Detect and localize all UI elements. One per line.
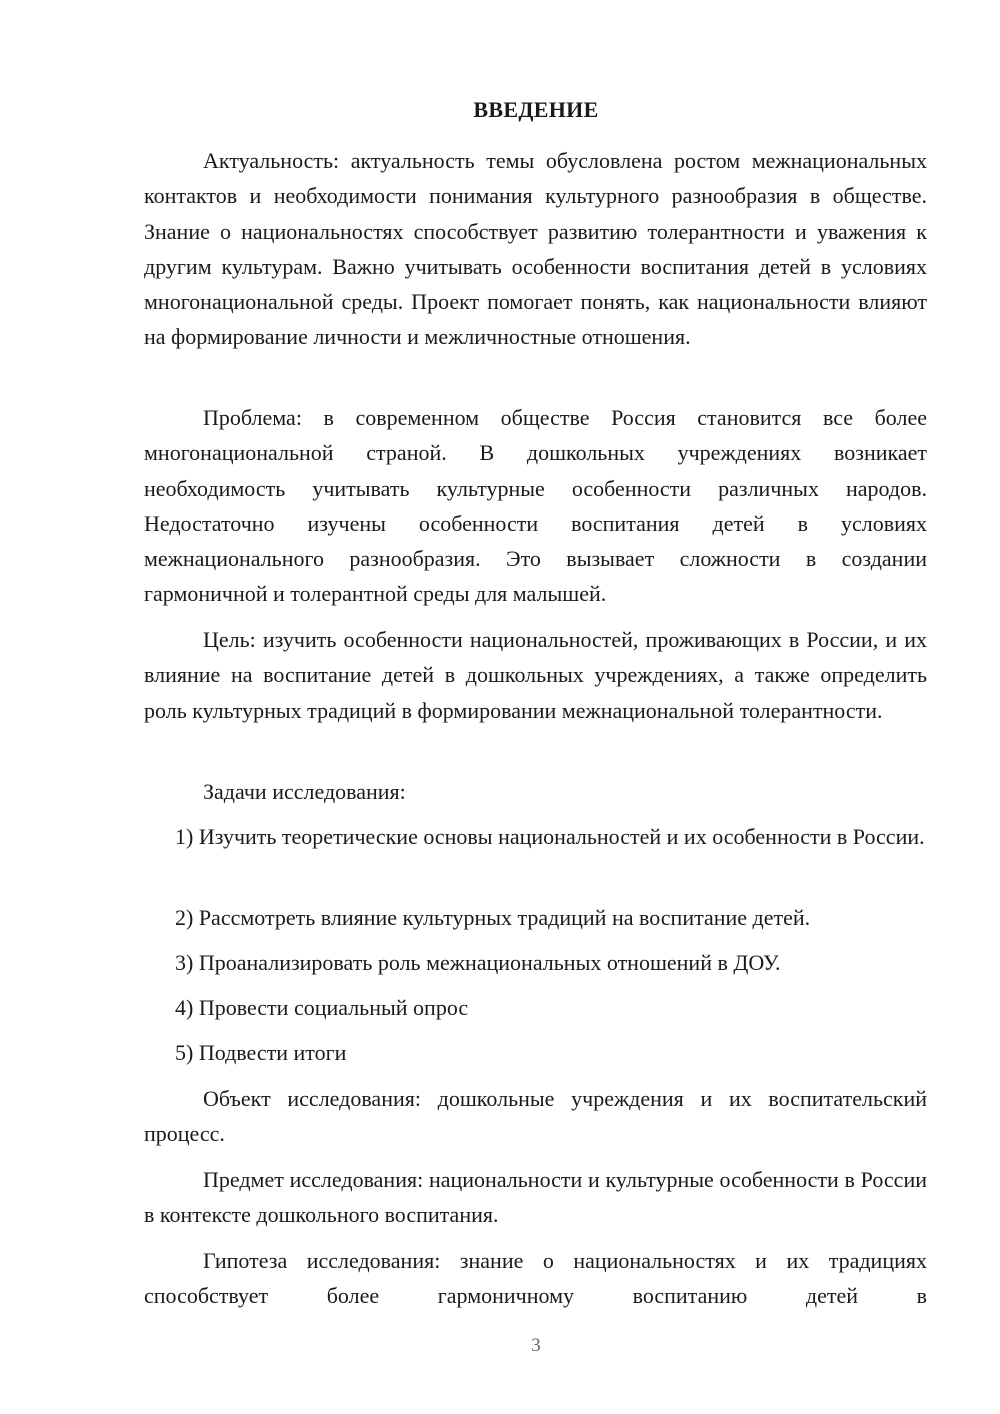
paragraph-goal: Цель: изучить особенности национальностей, проживающих в России, и их влияние на воспитание детей в дошкольных учреждениях, а также определить роль культурных традиций в формировании межнациональной толерантности. [144, 627, 927, 723]
paragraph-subject: Предмет исследования: национальности и культурные особенности в России в контексте дошкольного воспитания. [144, 1167, 927, 1228]
page-number: 3 [531, 1335, 541, 1356]
paragraph-hypothesis: Гипотеза исследования: знание о национальностях и их традициях способствует более гармоничному воспитанию детей в [144, 1248, 927, 1309]
paragraph-relevance: Актуальность: актуальность темы обусловлена ростом межнациональных контактов и необходимости понимания культурного разнообразия в обществе. Знание о национальностях способствует развитию толерантности и уважения к другим культурам. Важно учитывать особенности воспитания детей в условиях многонациональной среды. Проект помогает понять, как национальности влияют на формирование личности и межличностные отношения. [144, 148, 927, 350]
page-heading: ВВЕДЕНИЕ [473, 97, 599, 122]
task-item-5: 5) Подвести итоги [175, 1040, 347, 1065]
paragraph-problem: Проблема: в современном обществе Россия становится все более многонациональной страной. В дошкольных учреждениях возникает необходимость учитывать культурные особенности различных народов. Недостаточно изучены особенности воспитания детей в условиях межнационального разнообразия. Это вызывает сложности в создании гармоничной и толерантной среды для малышей. [144, 405, 927, 607]
task-item-1: 1) Изучить теоретические основы национальностей и их особенности в России. [175, 824, 925, 849]
task-item-4: 4) Провести социальный опрос [175, 995, 469, 1020]
tasks-title: Задачи исследования: [203, 779, 406, 804]
paragraph-object: Объект исследования: дошкольные учреждения и их воспитательский процесс. [144, 1086, 927, 1147]
task-item-2: 2) Рассмотреть влияние культурных традиций на воспитание детей. [175, 905, 811, 930]
task-item-3: 3) Проанализировать роль межнациональных отношений в ДОУ. [175, 950, 781, 975]
